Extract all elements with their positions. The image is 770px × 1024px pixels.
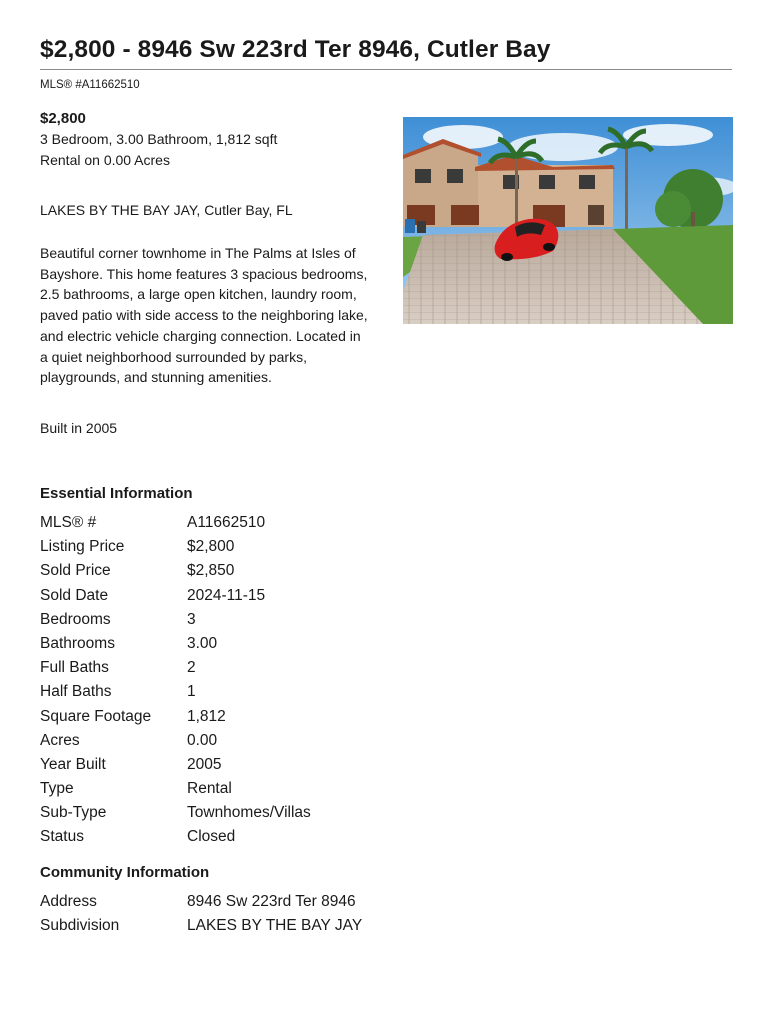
table-row xyxy=(40,656,460,680)
essential-information-heading: Essential Information xyxy=(40,485,193,502)
table-row xyxy=(40,559,460,583)
table-row xyxy=(40,729,460,753)
row-label: Bathrooms xyxy=(40,634,115,652)
row-value: 2005 xyxy=(187,755,222,773)
row-label: Status xyxy=(40,828,84,846)
description: Beautiful corner townhome in The Palms at Isles of Bayshore. This home features 3 spacious bedrooms, 2.5 bathrooms, a large open kitchen, laundry room, paved patio with side access to the neighboring lake, and electric vehicle charging connection. Located in a quiet neighborhood surrounded by parks, playgrounds, and stunning amenities. xyxy=(40,245,368,386)
row-value: 8946 Sw 223rd Ter 8946 xyxy=(187,893,356,910)
community-information-heading: Community Information xyxy=(40,864,210,881)
row-label: Type xyxy=(40,780,74,798)
page-title: $2,800 - 8946 Sw 223rd Ter 8946, Cutler Bay xyxy=(40,36,551,63)
row-value: Townhomes/Villas xyxy=(187,804,311,822)
row-value: $2,850 xyxy=(187,562,235,580)
table-row xyxy=(40,753,460,777)
rental-acres: Rental on 0.00 Acres xyxy=(40,152,170,168)
table-row xyxy=(40,632,460,656)
row-value: 0.00 xyxy=(187,731,218,749)
row-value: LAKES BY THE BAY JAY xyxy=(187,917,363,935)
row-label: Address xyxy=(40,893,97,910)
row-value: 2024-11-15 xyxy=(187,586,266,604)
row-label: Sold Date xyxy=(40,586,109,604)
table-row xyxy=(40,914,460,938)
row-label: Half Baths xyxy=(40,683,112,701)
row-value: Closed xyxy=(187,828,236,846)
table-row xyxy=(40,777,460,801)
table-row xyxy=(40,535,460,559)
community-information-table xyxy=(40,890,460,938)
row-label: Year Built xyxy=(40,755,106,773)
table-row xyxy=(40,584,460,608)
mls-number: MLS® #A11662510 xyxy=(40,79,140,91)
table-row xyxy=(40,705,460,729)
summary-block xyxy=(40,109,370,439)
row-label: Listing Price xyxy=(40,538,125,556)
table-row xyxy=(40,511,460,535)
row-label: Bedrooms xyxy=(40,610,111,628)
row-value: 1 xyxy=(187,683,196,701)
table-row xyxy=(40,680,460,704)
property-photo xyxy=(403,117,733,324)
row-value: 1,812 xyxy=(187,707,226,725)
row-label: Acres xyxy=(40,731,80,749)
header-divider xyxy=(40,69,732,70)
row-label: MLS® # xyxy=(40,514,97,531)
built-year: Built in 2005 xyxy=(40,419,118,436)
row-label: Square Footage xyxy=(40,707,152,725)
row-label: Subdivision xyxy=(40,917,120,935)
row-label: Sub-Type xyxy=(40,804,107,822)
table-row xyxy=(40,608,460,632)
table-row xyxy=(40,801,460,825)
row-value: Rental xyxy=(187,780,232,798)
table-row xyxy=(40,890,460,914)
price: $2,800 xyxy=(40,110,86,127)
row-label: Full Baths xyxy=(40,659,109,677)
row-value: A11662510 xyxy=(187,514,266,531)
location: LAKES BY THE BAY JAY, Cutler Bay, FL xyxy=(40,202,293,218)
row-label: Sold Price xyxy=(40,562,111,580)
row-value: 3.00 xyxy=(187,634,218,652)
row-value: 2 xyxy=(187,659,196,677)
row-value: $2,800 xyxy=(187,538,235,556)
beds-baths-sqft: 3 Bedroom, 3.00 Bathroom, 1,812 sqft xyxy=(40,131,278,147)
table-row xyxy=(40,825,460,849)
essential-information-table xyxy=(40,511,460,850)
row-value: 3 xyxy=(187,610,196,628)
